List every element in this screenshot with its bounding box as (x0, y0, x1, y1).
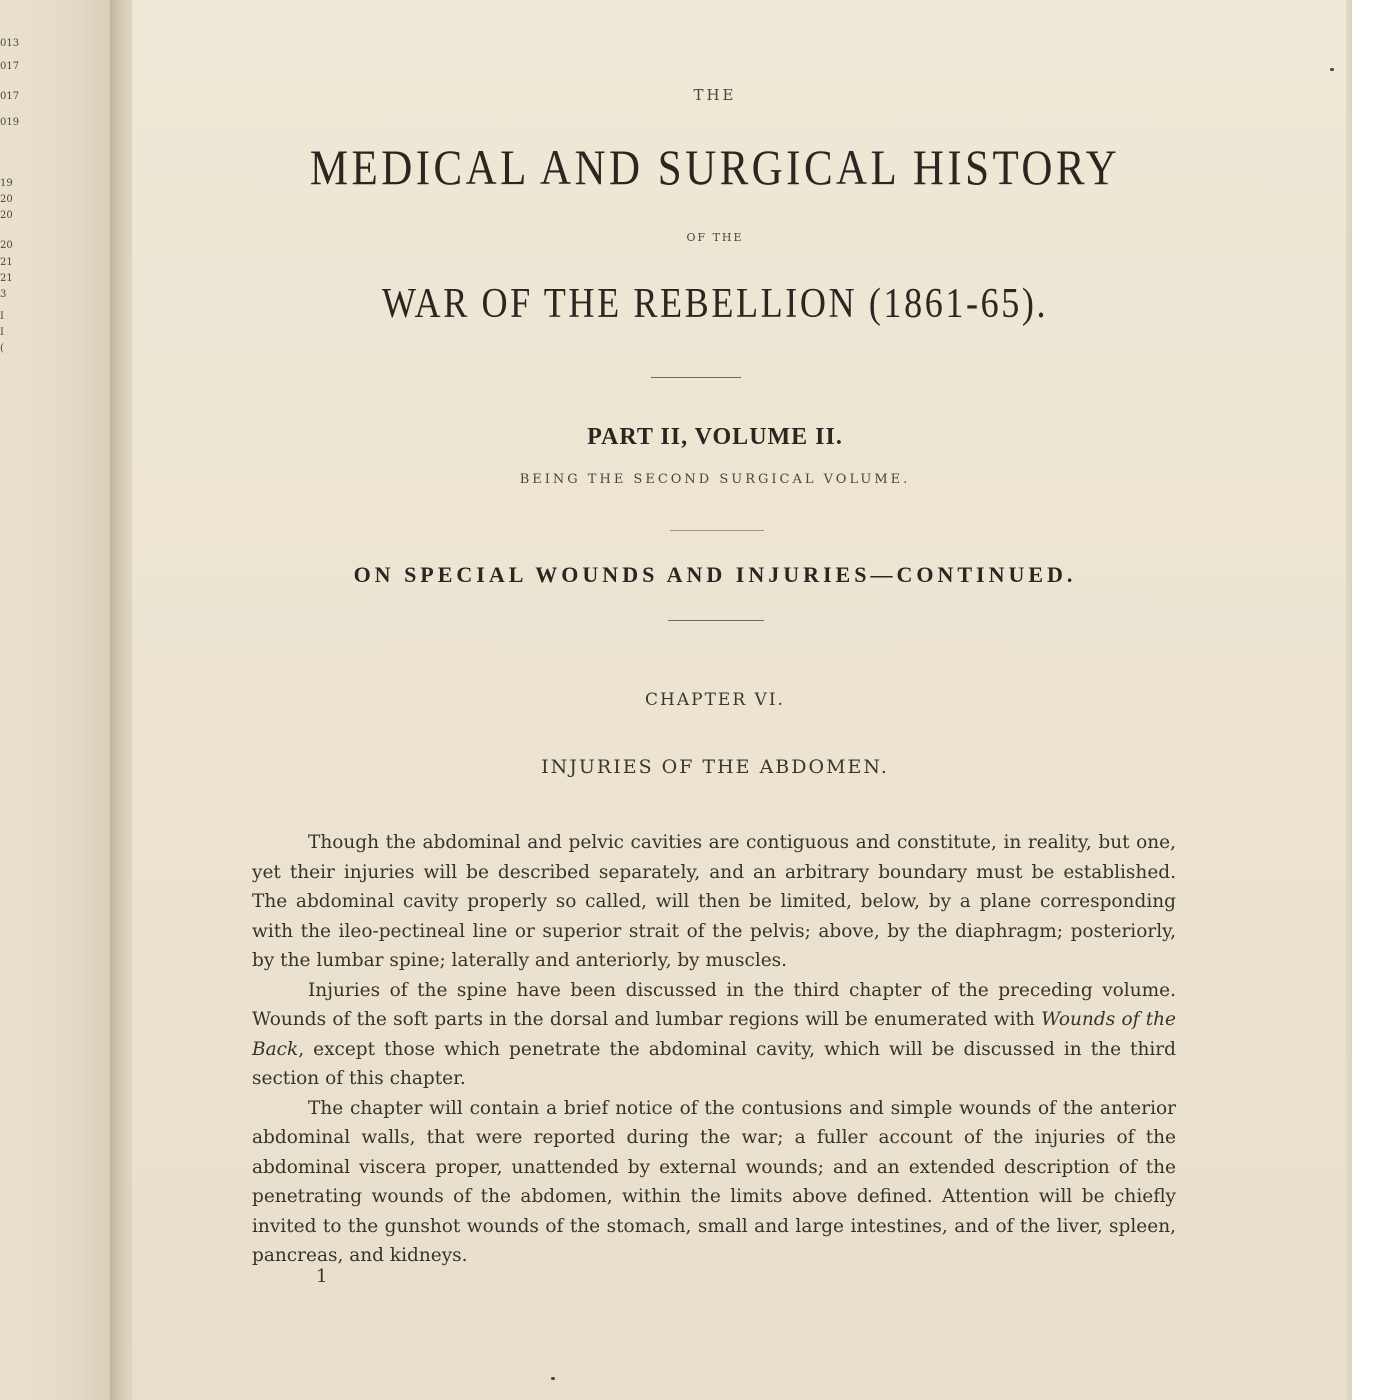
margin-number: 3 (0, 289, 7, 300)
left-page-margin-numbers (0, 0, 40, 400)
margin-number: I (0, 327, 4, 338)
margin-number: 20 (0, 210, 13, 221)
margin-number: 20 (0, 194, 13, 205)
volume-subtitle: BEING THE SECOND SURGICAL VOLUME. (519, 472, 911, 487)
divider-rule (670, 530, 764, 531)
paragraph-text: Injuries of the spine have been discussed in the third chapter of the preceding volume. Wounds of the soft parts in the dorsal and lumbar regions will be enumerated with (252, 979, 1176, 1030)
margin-number: 017 (0, 61, 20, 72)
paper-speck (1330, 68, 1334, 71)
divider-rule (651, 377, 741, 378)
paragraph: The chapter will contain a brief notice of the contusions and simple wounds of the anterior abdominal walls, that were reported during the war; a fuller account of the injuries of the abdominal viscera proper, unattended by external wounds; and an extended description of the penetrating wounds of the abdomen, within the limits above defined. Attention will be chiefly invited to the gunshot wounds of the stomach, small and large intestines, and of the liver, spleen, pancreas, and kidneys. (252, 1097, 1176, 1266)
kicker-the: THE (693, 86, 737, 104)
margin-number: 20 (0, 240, 13, 251)
paper-speck (551, 1377, 555, 1380)
margin-number: 19 (0, 178, 13, 189)
margin-number: 017 (0, 91, 20, 102)
body-text (252, 828, 1176, 1271)
part-volume-heading: PART II, VOLUME II. (587, 424, 843, 450)
margin-number: I (0, 311, 4, 322)
italic-reference: Wounds of the Back (252, 1009, 1177, 1060)
main-title: MEDICAL AND SURGICAL HISTORY (309, 139, 1121, 195)
chapter-title: INJURIES OF THE ABDOMEN. (541, 756, 889, 778)
of-the-connector: OF THE (686, 231, 744, 244)
section-heading: ON SPECIAL WOUNDS AND INJURIES—CONTINUED. (353, 562, 1077, 587)
page-number: 1 (316, 1266, 328, 1287)
paragraph: Though the abdominal and pelvic cavities are contiguous and constitute, in reality, but one, yet their injuries will be described separately, and an arbitrary boundary must be established. The abdominal cavity properly so called, will then be limited, below, by a plane corresponding with the ileo-pectineal line or superior strait of the pelvis; above, by the diaphragm; posteriorly, by the lumbar spine; laterally and anteriorly, by muscles. (252, 832, 1176, 971)
war-title: WAR OF THE REBELLION (1861-65). (381, 281, 1049, 327)
margin-number: 013 (0, 38, 20, 49)
margin-number: ( (0, 343, 4, 354)
paragraph (252, 976, 1176, 1094)
margin-number: 21 (0, 257, 13, 268)
margin-number: 21 (0, 273, 13, 284)
margin-number: 019 (0, 117, 20, 128)
divider-rule (668, 620, 764, 621)
chapter-number: CHAPTER VI. (645, 690, 785, 710)
paragraph-text: , except those which penetrate the abdominal cavity, which will be discussed in the third section of this chapter. (252, 1038, 1176, 1089)
